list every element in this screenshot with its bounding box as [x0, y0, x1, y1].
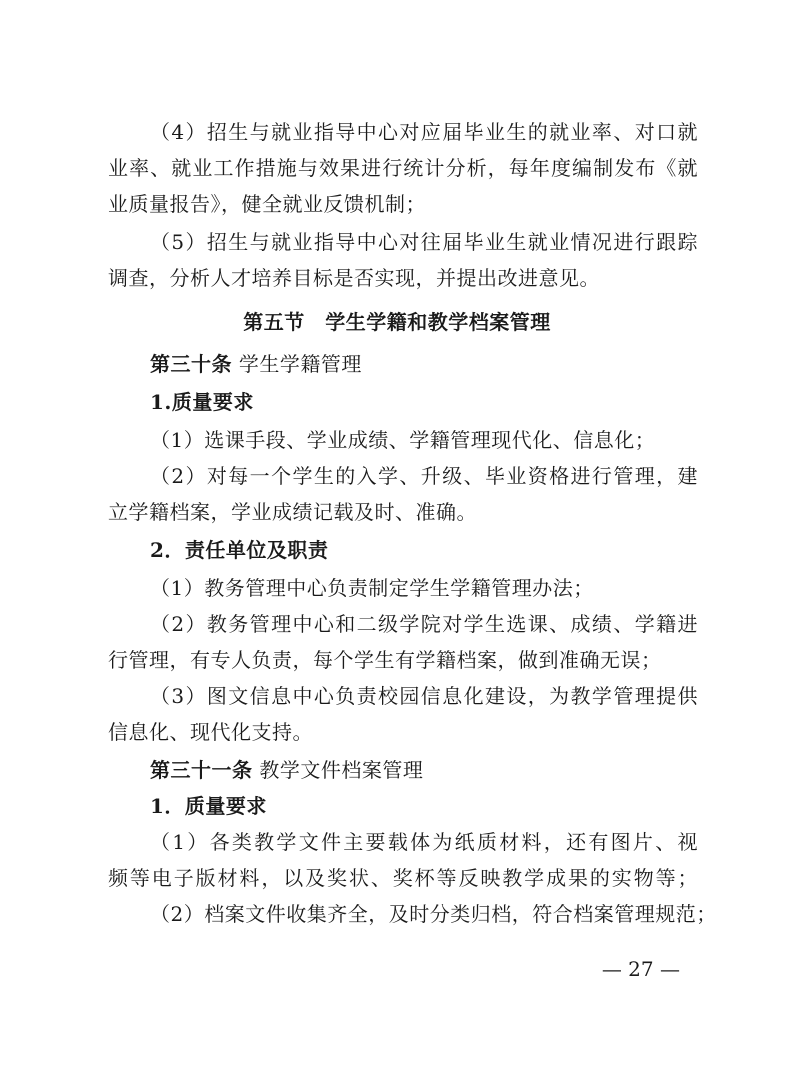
- duty-heading: 2．责任单位及职责: [150, 538, 329, 562]
- page-number: — 27 —: [601, 957, 680, 981]
- list-item: （3）图文信息中心负责校园信息化建设，为教学管理提供: [150, 684, 698, 708]
- list-item: （1）教务管理中心负责制定学生学籍管理办法；: [150, 576, 594, 600]
- paragraph-line: 业率、就业工作措施与效果进行统计分析，每年度编制发布《就: [108, 156, 698, 180]
- list-item: 行管理，有专人负责，每个学生有学籍档案，做到准确无误；: [108, 648, 662, 672]
- article-heading: [150, 756, 698, 784]
- article-title: 第三十条: [150, 352, 232, 376]
- list-item: 频等电子版材料，以及奖状、奖杯等反映教学成果的实物等；: [108, 866, 698, 890]
- list-item: 立学籍档案，学业成绩记载及时、准确。: [108, 500, 477, 524]
- list-item: 信息化、现代化支持。: [108, 720, 313, 744]
- article-subject: 教学文件档案管理: [259, 758, 424, 782]
- article-heading: [150, 350, 698, 378]
- paragraph-line: （5）招生与就业指导中心对往届毕业生就业情况进行跟踪: [150, 230, 698, 254]
- quality-heading: 1．质量要求: [150, 794, 267, 818]
- article-title: 第三十一条: [150, 758, 253, 782]
- list-item: （1）选课手段、学业成绩、学籍管理现代化、信息化；: [150, 428, 656, 452]
- paragraph-line: 业质量报告》，健全就业反馈机制；: [108, 192, 426, 216]
- list-item: （1）各类教学文件主要载体为纸质材料，还有图片、视: [150, 830, 698, 854]
- paragraph-line: 调查，分析人才培养目标是否实现，并提出改进意见。: [108, 266, 600, 290]
- quality-heading: 1.质量要求: [150, 390, 254, 414]
- section-heading: 第五节 学生学籍和教学档案管理: [243, 310, 551, 334]
- article-subject: 学生学籍管理: [238, 352, 362, 376]
- list-item: （2）对每一个学生的入学、升级、毕业资格进行管理，建: [150, 464, 698, 488]
- list-item: （2）教务管理中心和二级学院对学生选课、成绩、学籍进: [150, 612, 698, 636]
- paragraph-line: （4）招生与就业指导中心对应届毕业生的就业率、对口就: [150, 120, 698, 144]
- list-item: （2）档案文件收集齐全，及时分类归档，符合档案管理规范；: [150, 902, 717, 926]
